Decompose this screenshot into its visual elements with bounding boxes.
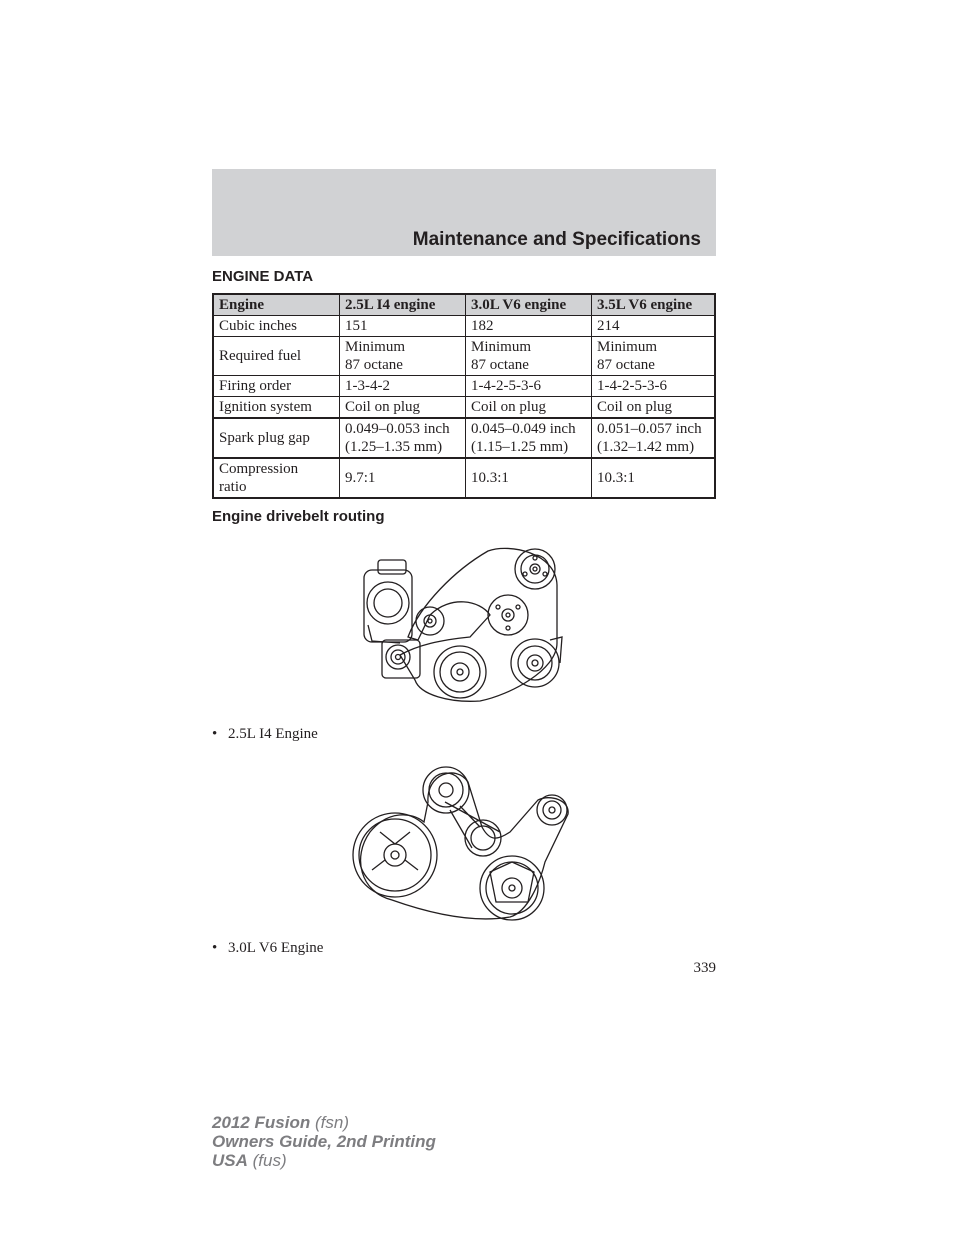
footer-guide: Owners Guide, 2nd Printing	[212, 1132, 436, 1151]
engine-data-table	[212, 293, 716, 499]
footer-model-code: (fsn)	[315, 1113, 349, 1132]
row-label-cell: Cubic inches	[213, 316, 340, 337]
value-cell: 9.7:1	[340, 458, 466, 498]
value-cell: 1-4-2-5-3-6	[466, 376, 592, 397]
drivebelt-caption-v6	[212, 940, 323, 957]
row-label-cell: Firing order	[213, 376, 340, 397]
footer-line-region	[212, 1151, 436, 1170]
value-cell: 0.049–0.053 inch (1.25–1.35 mm)	[340, 418, 466, 458]
column-header: 2.5L I4 engine	[340, 294, 466, 316]
column-header: 3.0L V6 engine	[466, 294, 592, 316]
table-row	[213, 376, 715, 397]
water-pump-pulley	[488, 595, 528, 635]
caption-label: 2.5L I4 Engine	[228, 726, 318, 742]
tensioner	[445, 802, 501, 856]
value-cell: 182	[466, 316, 592, 337]
value-cell: 1-3-4-2	[340, 376, 466, 397]
table-row	[213, 458, 715, 498]
value-cell: 0.045–0.049 inch (1.15–1.25 mm)	[466, 418, 592, 458]
row-label-cell: Ignition system	[213, 397, 340, 419]
idler-pulley	[416, 607, 444, 635]
value-cell: Minimum 87 octane	[592, 337, 716, 376]
table-row	[213, 337, 715, 376]
row-label-cell: Spark plug gap	[213, 418, 340, 458]
value-cell: Minimum 87 octane	[340, 337, 466, 376]
drivebelt-diagram-v6	[350, 762, 575, 922]
engine-data-heading: ENGINE DATA	[212, 268, 314, 285]
value-cell: 10.3:1	[466, 458, 592, 498]
drivebelt-diagram-i4	[360, 545, 570, 705]
footer-line-model	[212, 1113, 436, 1132]
bullet-glyph: •	[212, 940, 218, 956]
value-cell: 10.3:1	[592, 458, 716, 498]
crankshaft-pulley	[353, 813, 437, 897]
column-header: Engine	[213, 294, 340, 316]
idler-pulley	[537, 795, 567, 825]
value-cell: Coil on plug	[340, 397, 466, 419]
drivebelt-caption-i4	[212, 726, 318, 743]
value-cell: Minimum 87 octane	[466, 337, 592, 376]
footer-region: USA	[212, 1151, 248, 1170]
table-row	[213, 397, 715, 419]
ac-compressor-pulley	[511, 637, 562, 687]
table-row	[213, 316, 715, 337]
value-cell: Coil on plug	[466, 397, 592, 419]
tensioner	[382, 640, 420, 678]
value-cell: 1-4-2-5-3-6	[592, 376, 716, 397]
column-header: 3.5L V6 engine	[592, 294, 716, 316]
table-row	[213, 418, 715, 458]
alternator	[364, 560, 412, 643]
footer-region-code: (fus)	[252, 1151, 287, 1170]
value-cell: 0.051–0.057 inch (1.32–1.42 mm)	[592, 418, 716, 458]
value-cell: Coil on plug	[592, 397, 716, 419]
page-number: 339	[693, 960, 716, 976]
power-steering-pulley	[515, 549, 555, 589]
table-body	[213, 316, 715, 499]
value-cell: 214	[592, 316, 716, 337]
drivebelt-heading: Engine drivebelt routing	[212, 508, 385, 525]
crankshaft-pulley	[434, 646, 486, 698]
row-label-cell: Required fuel	[213, 337, 340, 376]
table-header-row	[213, 294, 715, 316]
caption-label: 3.0L V6 Engine	[228, 940, 324, 956]
bullet-glyph: •	[212, 726, 218, 742]
section-header-band	[212, 169, 716, 256]
section-title: Maintenance and Specifications	[412, 229, 701, 250]
ac-compressor-pulley	[480, 856, 544, 920]
value-cell: 151	[340, 316, 466, 337]
footer-model: 2012 Fusion	[212, 1113, 311, 1132]
row-label-cell: Compression ratio	[213, 458, 340, 498]
footer-line-guide	[212, 1132, 436, 1151]
document-footer	[212, 1113, 436, 1170]
